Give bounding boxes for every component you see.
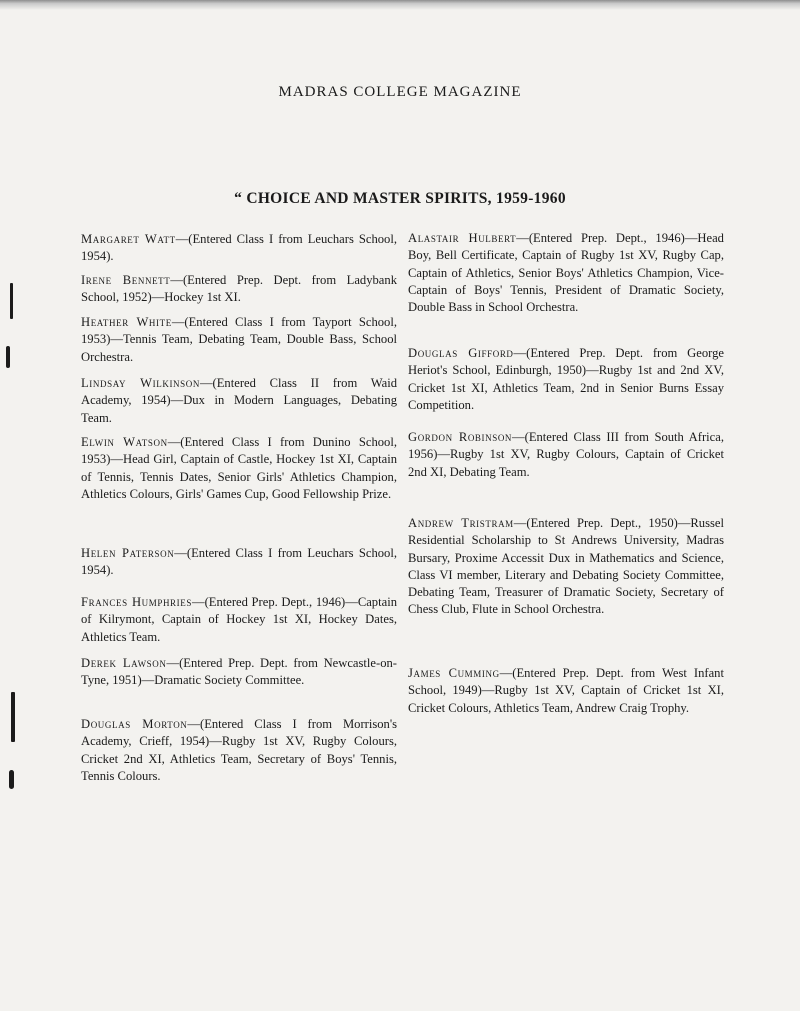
entry-margaret-watt: [81, 231, 397, 266]
entry-name: Elwin Watson: [81, 435, 168, 449]
entry-name: Frances Humphries: [81, 595, 192, 609]
entry-name: Andrew Tristram: [408, 516, 514, 530]
entry-text: —(Entered Prep. Dept. from Newcastle-on-Tyne, 1951)—Dramatic Society Committee.: [81, 656, 397, 688]
entry-text: —(Entered Prep. Dept. from George Heriot's School, Edinburgh, 1950)—Rugby 1st and 2nd XV, Cricket 1st XI, Athletics Team, 2nd in Senior Burns Essay Competition.: [408, 346, 725, 412]
binding-mark: [6, 346, 10, 368]
entry-andrew-tristram: [408, 515, 724, 619]
entry-elwin-watson: [81, 434, 397, 503]
entry-gordon-robinson: [408, 429, 724, 481]
entry-name: James Cumming: [408, 666, 500, 680]
entry-name: Irene Bennett: [81, 273, 171, 287]
entry-helen-paterson: [81, 545, 397, 580]
entry-douglas-morton: [81, 716, 397, 785]
entry-heather-white: [81, 314, 397, 366]
entry-derek-lawson: [81, 655, 397, 690]
entry-name: Douglas Gifford: [408, 346, 514, 360]
entry-james-cumming: [408, 665, 724, 717]
entry-text: —(Entered Class I from Morrison's Academy, Crieff, 1954)—Rugby 1st XV, Rugby Colours, Cricket 2nd XI, Athletics Team, Secretary of Boys' Tennis, Tennis Colours.: [81, 717, 397, 783]
entry-name: Gordon Robinson: [408, 430, 513, 444]
entry-name: Douglas Morton: [81, 717, 188, 731]
entry-text: —(Entered Class I from Dunino School, 1953)—Head Girl, Captain of Castle, Hockey 1st XI, Captain of Tennis, Tennis Dates, Senior Girls' Athletics Champion, Athletics Colours, Girls' Games Cup, Good Fellowship Prize.: [81, 435, 397, 501]
entry-frances-humphries: [81, 594, 397, 646]
entry-text: —(Entered Prep. Dept., 1950)—Russel Residential Scholarship to St Andrews University, Madras Bursary, Proxime Accessit Dux in Mathematics and Science, Class VI member, Literary and Debating Society Committee, Debating Team, Treasurer of Dramatic Society, Secretary of Chess Club, Flute in School Orchestra.: [408, 516, 724, 617]
entry-name: Helen Paterson: [81, 546, 175, 560]
article-title: “ CHOICE AND MASTER SPIRITS, 1959-1960: [234, 190, 566, 207]
binding-mark: [9, 770, 14, 789]
entry-name: Alastair Hulbert: [408, 231, 517, 245]
binding-mark: [11, 692, 15, 742]
entry-name: Margaret Watt: [81, 232, 176, 246]
binding-mark: [10, 283, 13, 319]
entry-text: —(Entered Class III from South Africa, 1956)—Rugby 1st XV, Rugby Colours, Captain of Cricket 2nd XI, Debating Team.: [408, 430, 724, 479]
entry-text: —(Entered Class I from Leuchars School, 1954).: [81, 546, 397, 578]
entry-text: —(Entered Class I from Tayport School, 1953)—Tennis Team, Debating Team, Double Bass, School Orchestra.: [81, 315, 397, 364]
entry-alastair-hulbert: [408, 230, 724, 316]
entry-douglas-gifford: [408, 345, 724, 414]
entry-text: —(Entered Prep. Dept., 1946)—Head Boy, Bell Certificate, Captain of Rugby 1st XV, Rugby Cap, Captain of Athletics, Senior Boys' Athletics Champion, Vice-Captain of Boys' Tennis, President of Dramatic Society, Double Bass in School Orchestra.: [408, 231, 724, 315]
entry-name: Derek Lawson: [81, 656, 167, 670]
entry-name: Heather White: [81, 315, 172, 329]
entry-text: —(Entered Class I from Leuchars School, 1954).: [81, 232, 397, 264]
entry-name: Lindsay Wilkinson: [81, 376, 200, 390]
entry-text: —(Entered Class II from Waid Academy, 1954)—Dux in Modern Languages, Debating Team.: [81, 376, 397, 425]
entry-text: —(Entered Prep. Dept. from West Infant School, 1949)—Rugby 1st XV, Captain of Cricket 1st XI, Cricket Colours, Athletics Team, Andrew Craig Trophy.: [408, 666, 724, 715]
magazine-title: MADRAS COLLEGE MAGAZINE: [278, 84, 522, 100]
entry-lindsay-wilkinson: [81, 375, 397, 427]
entry-text: —(Entered Prep. Dept. from Ladybank School, 1952)—Hockey 1st XI.: [81, 273, 397, 305]
entry-irene-bennett: [81, 272, 397, 307]
entry-text: —(Entered Prep. Dept., 1946)—Captain of Kilrymont, Captain of Hockey 1st XI, Hockey Dates, Athletics Team.: [81, 595, 397, 644]
